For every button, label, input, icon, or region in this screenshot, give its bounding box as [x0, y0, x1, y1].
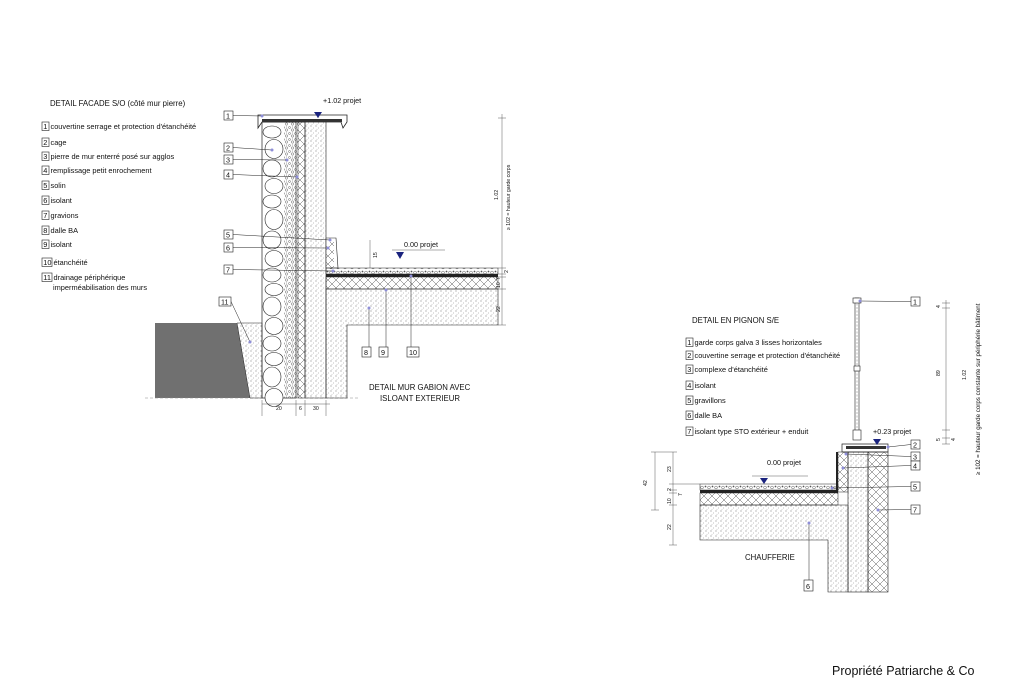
footer-ownership: Propriété Patriarche & Co	[832, 664, 975, 678]
svg-text:22: 22	[496, 306, 502, 312]
svg-text:8: 8	[364, 348, 368, 357]
facade-legend-item	[42, 138, 67, 147]
facade-detail	[42, 96, 512, 416]
svg-text:dalle BA: dalle BA	[50, 226, 79, 235]
facade-level-top: +1.02 projet	[323, 96, 362, 105]
pignon-legend-item	[686, 338, 822, 347]
svg-text:garde corps galva 3 lisses hor: garde corps galva 3 lisses horizontales	[694, 338, 822, 347]
pignon-legend-item	[686, 381, 716, 390]
svg-text:6: 6	[43, 196, 48, 205]
svg-text:42: 42	[643, 480, 649, 486]
facade-legend	[42, 122, 196, 282]
gravel-layer	[326, 268, 498, 274]
facade-legend-item	[42, 152, 174, 161]
svg-text:89: 89	[936, 370, 942, 376]
ground-mass	[155, 323, 250, 398]
svg-text:2: 2	[226, 143, 230, 153]
svg-text:10: 10	[409, 348, 417, 357]
svg-text:4: 4	[913, 461, 917, 471]
svg-text:23: 23	[667, 466, 673, 472]
svg-text:9: 9	[381, 348, 385, 357]
svg-text:7: 7	[226, 265, 230, 275]
floor-insulation	[326, 277, 498, 289]
svg-text:15: 15	[373, 252, 379, 258]
svg-text:4: 4	[951, 438, 957, 441]
svg-text:solin: solin	[50, 181, 66, 190]
pignon-title: DETAIL EN PIGNON S/E	[692, 316, 780, 325]
svg-text:1: 1	[687, 338, 692, 347]
svg-text:4: 4	[936, 305, 942, 308]
svg-text:couvertine serrage et protecti: couvertine serrage et protection d'étanchéité	[50, 122, 197, 131]
facade-legend-item	[42, 211, 79, 220]
svg-text:6: 6	[226, 243, 230, 253]
svg-text:2: 2	[504, 270, 510, 273]
svg-text:1: 1	[226, 111, 230, 121]
pignon-level-top: +0.23 projet	[873, 427, 912, 436]
svg-text:4: 4	[43, 166, 48, 175]
pignon-level-floor: 0.00 projet	[767, 458, 801, 467]
svg-text:complexe d'étanchéité: complexe d'étanchéité	[694, 365, 768, 374]
facade-dim-total: 1.02	[494, 189, 500, 200]
svg-text:drainage périphérique: drainage périphérique	[53, 273, 126, 282]
svg-text:dalle BA: dalle BA	[694, 411, 723, 420]
pignon-caption: CHAUFFERIE	[745, 553, 795, 562]
svg-text:3: 3	[687, 365, 692, 374]
facade-level-floor: 0.00 projet	[404, 240, 438, 249]
pignon-wall	[848, 452, 868, 592]
rubble-fill	[284, 122, 298, 398]
facade-dim-note: ≥ 102 = hauteur garde corps	[506, 164, 512, 230]
facade-caption-2: ISLOANT EXTERIEUR	[380, 394, 461, 403]
svg-text:1: 1	[43, 122, 48, 131]
svg-text:7: 7	[496, 277, 502, 280]
facade-legend-item	[42, 226, 78, 235]
svg-text:30: 30	[313, 406, 319, 412]
svg-text:gravions: gravions	[50, 211, 79, 220]
svg-text:isolant: isolant	[50, 196, 72, 205]
svg-text:isolant type STO extérieur + e: isolant type STO extérieur + enduit	[694, 427, 809, 436]
pignon-legend-item	[686, 427, 808, 436]
svg-text:2: 2	[667, 488, 673, 491]
svg-text:5: 5	[687, 396, 692, 405]
svg-text:remplissage petit enrochement: remplissage petit enrochement	[50, 166, 152, 175]
pignon-legend	[686, 338, 840, 436]
pignon-dim-total: 1.02	[962, 369, 968, 380]
pignon-legend-item	[686, 365, 768, 374]
svg-text:étanchéité: étanchéité	[53, 258, 88, 267]
facade-legend-item	[42, 240, 72, 249]
facade-caption-1: DETAIL MUR GABION AVEC	[369, 383, 471, 392]
svg-text:7: 7	[913, 505, 917, 515]
facade-title: DETAIL FACADE S/O (côté mur pierre)	[50, 99, 186, 108]
svg-text:8: 8	[43, 226, 48, 235]
pignon-insulation	[700, 493, 838, 505]
pignon-slab	[700, 505, 848, 592]
facade-legend-item	[42, 122, 196, 131]
facade-legend-extra: imperméabilisation des murs	[53, 283, 148, 292]
facade-legend-item	[42, 196, 72, 205]
svg-text:20: 20	[276, 406, 282, 412]
facade-legend-item	[42, 166, 152, 175]
svg-text:3: 3	[226, 155, 230, 165]
svg-text:3: 3	[913, 452, 917, 462]
concrete-wall	[305, 118, 326, 398]
pignon-legend-item	[686, 396, 726, 405]
pignon-detail	[643, 297, 982, 592]
svg-text:22: 22	[667, 524, 673, 530]
svg-text:6: 6	[299, 406, 302, 412]
svg-text:4: 4	[226, 170, 230, 180]
svg-text:isolant: isolant	[694, 381, 716, 390]
svg-text:10: 10	[667, 498, 673, 504]
svg-text:2: 2	[913, 440, 917, 450]
pignon-legend-item	[686, 351, 840, 360]
svg-text:5: 5	[43, 181, 48, 190]
svg-text:7: 7	[678, 493, 684, 496]
svg-text:10: 10	[496, 282, 502, 288]
wall-insulation	[298, 122, 305, 398]
svg-text:7: 7	[43, 211, 48, 220]
svg-text:gravillons: gravillons	[694, 396, 726, 405]
sto-insulation	[868, 452, 888, 592]
svg-text:cage: cage	[50, 138, 67, 147]
pignon-gravel	[700, 484, 838, 490]
pignon-dim-note: ≥ 102 = hauteur garde corps constante sur périphérie bâtiment	[975, 303, 982, 475]
pignon-legend-item	[686, 411, 722, 420]
svg-text:couvertine serrage et protecti: couvertine serrage et protection d'étanchéité	[694, 351, 841, 360]
svg-text:11: 11	[43, 273, 51, 282]
svg-text:5: 5	[913, 482, 917, 492]
svg-text:pierre de mur enterré posé sur: pierre de mur enterré posé sur agglos	[50, 152, 175, 161]
svg-text:5: 5	[226, 230, 230, 240]
svg-text:7: 7	[687, 427, 692, 436]
svg-text:11: 11	[221, 297, 229, 307]
svg-text:6: 6	[687, 411, 692, 420]
svg-text:5: 5	[936, 438, 942, 441]
svg-text:3: 3	[43, 152, 48, 161]
svg-text:1: 1	[913, 297, 917, 307]
svg-text:9: 9	[43, 240, 48, 249]
svg-text:2: 2	[43, 138, 48, 147]
svg-text:2: 2	[687, 351, 692, 360]
svg-text:10: 10	[43, 258, 52, 267]
facade-legend-item	[42, 181, 66, 190]
facade-legend-item	[42, 273, 125, 282]
floor-slab	[326, 289, 498, 398]
svg-text:isolant: isolant	[50, 240, 72, 249]
facade-legend-item	[42, 258, 88, 267]
svg-text:6: 6	[806, 582, 810, 591]
svg-text:4: 4	[687, 381, 692, 390]
